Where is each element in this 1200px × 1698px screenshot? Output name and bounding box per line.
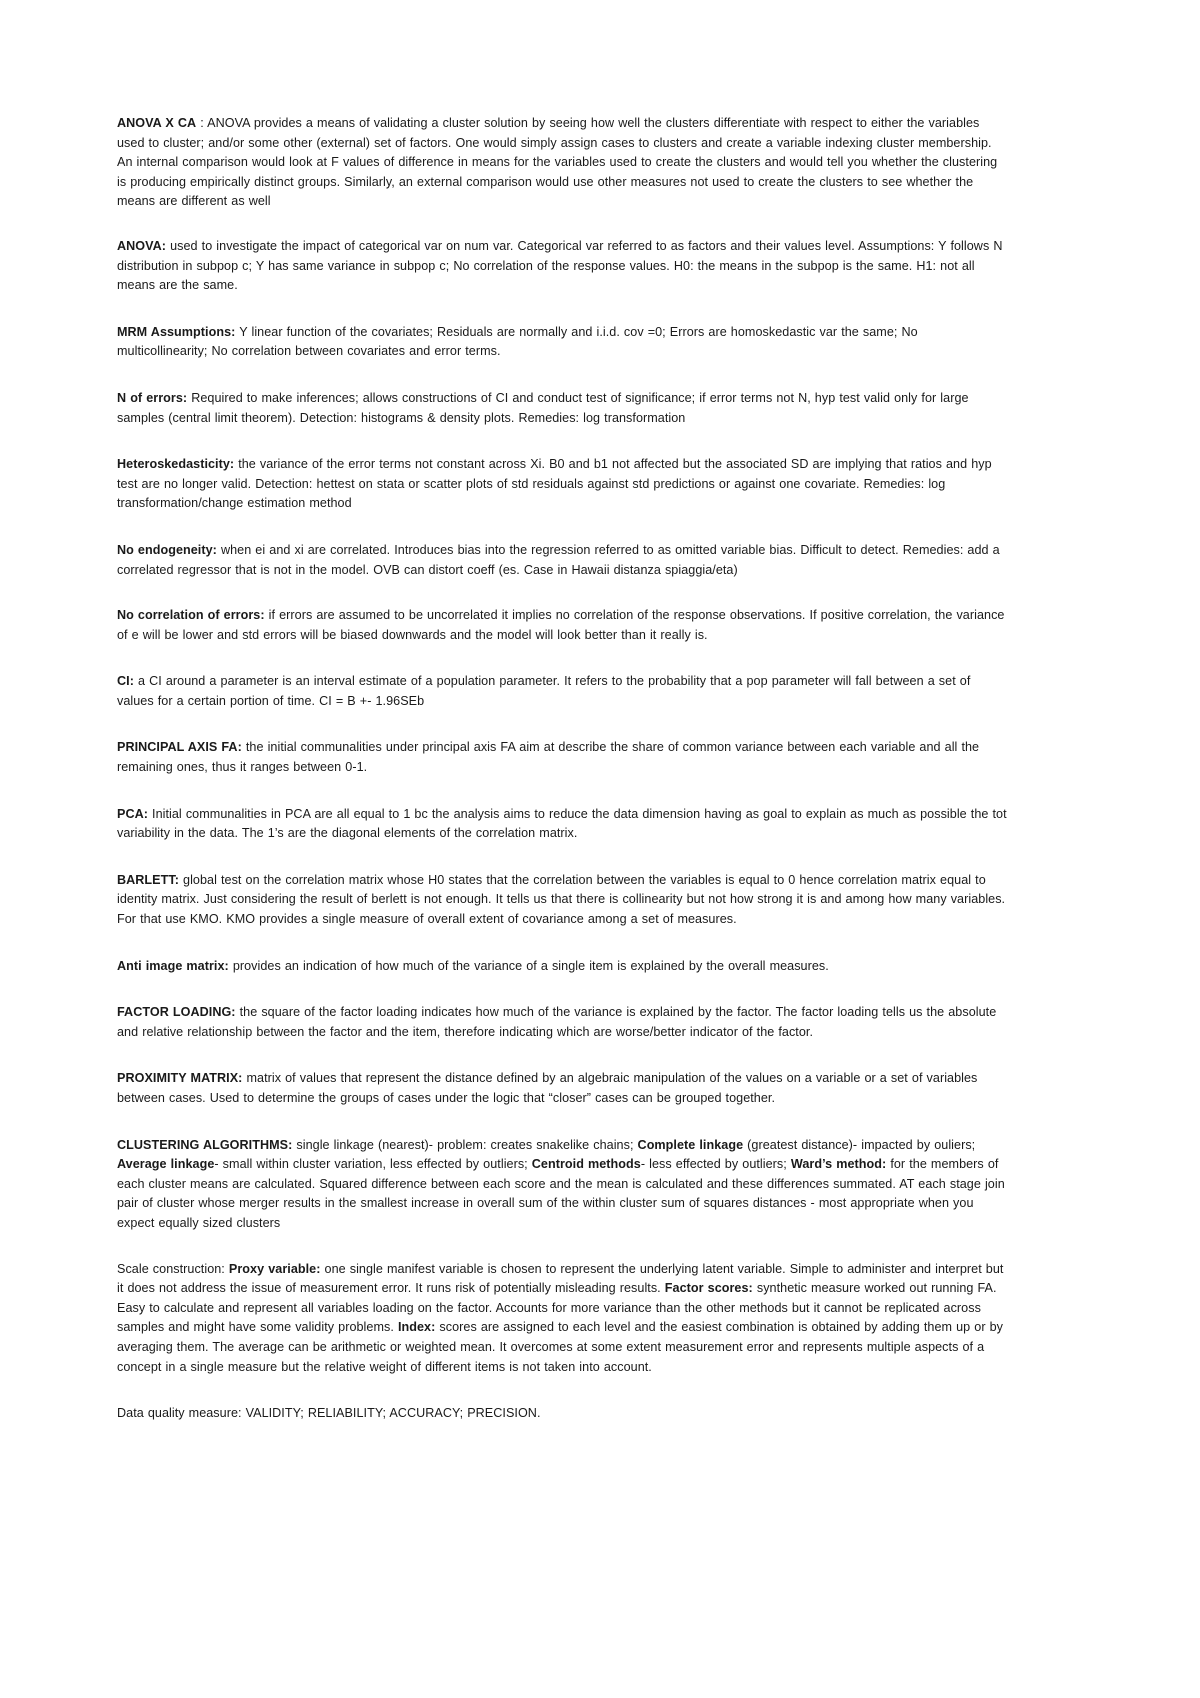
paragraph-term: FACTOR LOADING:	[117, 1005, 236, 1020]
paragraph-n-errors	[117, 389, 1007, 428]
paragraph-term: Anti image matrix:	[117, 958, 229, 973]
paragraph-text: - less effected by outliers;	[640, 1157, 791, 1172]
paragraph-text: the square of the factor loading indicates how much of the variance is explained by the factor. The factor loading tells us the absolute and relative relationship between the factor and the item, therefore indicating which are worse/better indicator of the factor.	[117, 1005, 997, 1039]
paragraph-term: Heteroskedasticity:	[117, 457, 235, 472]
paragraph-term: ANOVA:	[117, 238, 167, 253]
paragraph-term: CLUSTERING ALGORITHMS:	[117, 1137, 293, 1152]
paragraph-anova	[117, 237, 1007, 296]
paragraph-text: for the members of each cluster means are calculated. Squared difference between each score and the mean is calculated and these differences summated. AT each stage join pair of cluster whose merger results in the smallest increase in overall sum of the within cluster sum of squares distances - most appropriate when you expect equally sized clusters	[117, 1157, 1005, 1230]
paragraph-term: BARLETT:	[117, 872, 179, 887]
paragraph-pca	[117, 805, 1007, 844]
paragraph-term: PROXIMITY MATRIX:	[117, 1071, 243, 1086]
paragraph-text: : ANOVA provides a means of validating a cluster solution by seeing how well the clusters differentiate with respect to either the variables used to cluster; and/or some other (external) set of factors. One would simply assign cases to clusters and create a variable indexing cluster membership. An internal comparison would look at F values of difference in means for the variables used to create the clusters and would tell you whether the clustering is producing empirically distinct groups. Similarly, an external comparison would use other measures not used to create the clusters to see whether the means are different as well	[117, 116, 998, 209]
paragraph-text: Initial communalities in PCA are all equal to 1 bc the analysis aims to reduce the data dimension having as goal to explain as much as possible the tot variability in the data. The 1’s are the diagonal elements of the correlation matrix.	[117, 806, 1007, 841]
paragraph-paf	[117, 738, 1007, 777]
paragraph-term: PRINCIPAL AXIS FA:	[117, 740, 242, 755]
paragraph-text: global test on the correlation matrix whose H0 states that the correlation between the variables is equal to 0 hence correlation matrix equal to identity matrix. Just considering the result of berlett is not enough. It tells us that there is collinearity but not how strong it is and among how many variables. For that use KMO. KMO provides a single measure of overall extent of covariance among a set of measures.	[117, 872, 1006, 927]
paragraph-term: No endogeneity:	[117, 542, 217, 557]
paragraph-anti-image	[117, 957, 1007, 977]
paragraph-term: No correlation of errors:	[117, 608, 265, 623]
paragraph-term: CI:	[117, 674, 134, 689]
paragraph-factor-loading	[117, 1003, 1007, 1042]
paragraph-term: MRM Assumptions:	[117, 324, 236, 339]
paragraph-term: ANOVA X CA	[117, 116, 197, 130]
paragraph-text: matrix of values that represent the distance defined by an algebraic manipulation of the values on a variable or a set of variables between cases. Used to determine the groups of cases under the logic that “closer” cases can be grouped together.	[117, 1071, 978, 1105]
paragraph-barlett	[117, 871, 1007, 930]
paragraph-text: synthetic measure worked out running FA. Easy to calculate and represent all variables loading on the factor. Accounts for more variance than the other methods but it cannot be replicated across samples and might have some validity problems.	[117, 1281, 997, 1335]
paragraph-text: scores are assigned to each level and the easiest combination is obtained by adding them up or by averaging them. The average can be arithmetic or weighted mean. It overcomes at some extent measurement error and represents multiple aspects of a concept in a single measure but the relative weight of different items is not taken into account.	[117, 1320, 1004, 1374]
paragraph-term: Index:	[397, 1320, 436, 1335]
paragraph-text: the initial communalities under principal axis FA aim at describe the share of common variance between each variable and all the remaining ones, thus it ranges between 0-1.	[117, 740, 980, 775]
paragraph-text: Required to make inferences; allows constructions of CI and conduct test of significance; if error terms not N, hyp test valid only for large samples (central limit theorem). Detection: histograms & density plots. Remedies: log transformation	[117, 390, 969, 425]
paragraph-text: one single manifest variable is chosen to represent the underlying latent variable. Simple to administer and interpret but it does not address the issue of measurement error. It runs risk of potentially misleading results.	[117, 1261, 1004, 1296]
paragraph-text: Data quality measure: VALIDITY; RELIABILITY; ACCURACY; PRECISION.	[117, 1406, 541, 1421]
paragraph-term: Average linkage	[117, 1157, 215, 1172]
paragraph-term: Proxy variable:	[228, 1261, 321, 1276]
paragraph-text: (greatest distance)- impacted by ouliers;	[743, 1137, 976, 1152]
paragraph-text: used to investigate the impact of categorical var on num var. Categorical var referred to as factors and their values level. Assumptions: Y follows N distribution in subpop c; Y has same variance in subpop c; No correlation of the response values. H0: the means in the subpop is the same. H1: not all means are the same.	[117, 238, 1003, 293]
paragraph-text: Y linear function of the covariates; Residuals are normally and i.i.d. cov =0; Errors are homoskedastic var the same; No multicollinearity; No correlation between covariates and error terms.	[117, 324, 918, 359]
paragraph-hetero	[117, 455, 1007, 514]
paragraph-text: if errors are assumed to be uncorrelated it implies no correlation of the response observations. If positive correlation, the variance of e will be lower and std errors will be biased downwards and the model will look better than it really is.	[117, 608, 1005, 642]
paragraph-text: the variance of the error terms not constant across Xi. B0 and b1 not affected but the associated SD are implying that ratios and hyp test are no longer valid. Detection: hettest on stata or scatter plots of std residuals against std predictions or against one covariate. Remedies: log transformation/change estimation method	[117, 457, 992, 511]
paragraph-text: Scale construction:	[117, 1261, 229, 1276]
paragraph-term: Factor scores:	[664, 1281, 753, 1296]
paragraph-mrm	[117, 323, 1007, 362]
paragraph-text: provides an indication of how much of the variance of a single item is explained by the overall measures.	[228, 958, 829, 973]
paragraph-endog	[117, 541, 1007, 580]
paragraph-term: Ward’s method:	[790, 1157, 887, 1172]
paragraph-anova-xca	[117, 114, 1007, 212]
paragraph-term: PCA:	[117, 806, 148, 821]
paragraph-data-quality	[117, 1404, 1007, 1424]
document-page	[117, 114, 1007, 1451]
paragraph-term: Centroid methods	[531, 1157, 641, 1172]
paragraph-term: N of errors:	[117, 390, 188, 405]
paragraph-scale	[117, 1260, 1007, 1378]
paragraph-text: a CI around a parameter is an interval estimate of a population parameter. It refers to the probability that a pop parameter will fall between a set of values for a certain portion of time. CI = B +- 1.96SEb	[117, 674, 971, 708]
paragraph-ci	[117, 672, 1007, 711]
paragraph-text: single linkage (nearest)- problem: creates snakelike chains;	[292, 1137, 638, 1152]
paragraph-clustering	[117, 1136, 1007, 1234]
paragraph-term: Complete linkage	[637, 1137, 744, 1152]
paragraph-no-corr	[117, 606, 1007, 645]
paragraph-text: when ei and xi are correlated. Introduces bias into the regression referred to as omitted variable bias. Difficult to detect. Remedies: add a correlated regressor that is not in the model. OVB can distort coeff (es. Case in Hawaii distanza spiaggia/eta)	[117, 542, 1000, 577]
paragraph-text: - small within cluster variation, less effected by outliers;	[214, 1157, 532, 1172]
paragraph-proximity	[117, 1069, 1007, 1108]
